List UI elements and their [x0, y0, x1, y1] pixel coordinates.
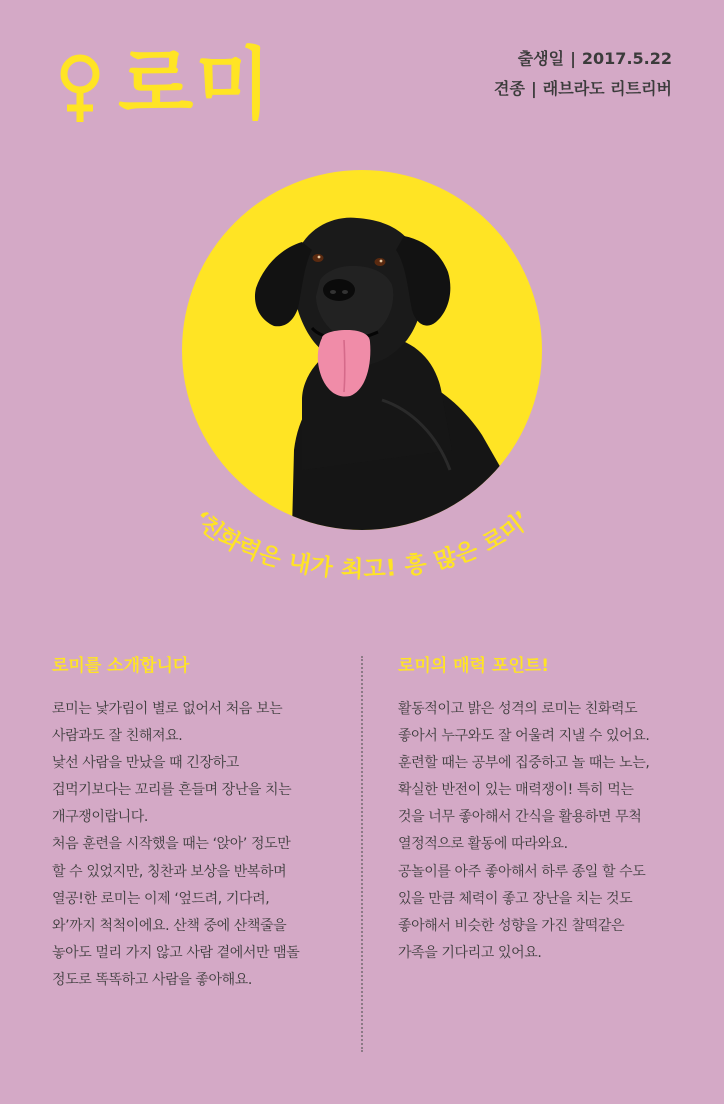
text-line: 열공!한 로미는 이제 ‘엎드려, 기다려,: [52, 890, 270, 907]
text-line: 낯선 사람을 만났을 때 긴장하고: [52, 755, 239, 772]
text-line: 와’까지 척척이에요. 산책 중에 산책줄을: [52, 917, 287, 934]
breed-value: 래브라도 리트리버: [542, 79, 672, 98]
text-line: 좋아서 누구와도 잘 어울려 지낼 수 있어요.: [398, 728, 650, 745]
female-symbol-icon: [52, 52, 108, 124]
intro-section: [52, 654, 352, 994]
breed-label: 견종: [494, 79, 525, 98]
text-line: 사람과도 잘 친해져요.: [52, 728, 183, 745]
intro-body: [52, 696, 352, 994]
charm-title: 로미의 매력 포인트!: [398, 656, 549, 676]
text-line: 할 수 있었지만, 칭찬과 보상을 반복하며: [52, 863, 287, 880]
text-line: 개구쟁이랍니다.: [52, 809, 148, 826]
separator: |: [530, 79, 537, 98]
text-line: 것을 너무 좋아해서 간식을 활용하면 무척: [398, 809, 642, 826]
text-line: 훈련할 때는 공부에 집중하고 놀 때는 노는,: [398, 755, 650, 772]
profile-info: [494, 44, 672, 104]
text-line: 좋아해서 비슷한 성향을 가진 찰떡같은: [398, 917, 625, 934]
slogan-arc: [150, 450, 574, 650]
text-line: 처음 훈련을 시작했을 때는 ‘앉아’ 정도만: [52, 836, 291, 853]
breed-row: [494, 74, 672, 104]
birth-row: [494, 44, 672, 74]
text-line: 활동적이고 밝은 성격의 로미는 친화력도: [398, 701, 638, 717]
svg-text:‘친화력은 내가 최고! 흥 많은 로미’: [188, 506, 537, 583]
text-line: 겁먹기보다는 꼬리를 흔들며 장난을 치는: [52, 782, 292, 799]
birth-label: 출생일: [517, 49, 565, 68]
text-line: 놓아도 멀리 가지 않고 사람 곁에서만 맴돌: [52, 944, 300, 961]
birth-value: 2017.5.22: [581, 49, 672, 68]
text-line: 공놀이를 아주 좋아해서 하루 종일 할 수도: [398, 863, 646, 880]
charm-body: [398, 696, 698, 967]
charm-section: [398, 654, 698, 967]
text-line: 열정적으로 활동에 따라와요.: [398, 836, 568, 853]
text-line: 있을 만큼 체력이 좋고 장난을 치는 것도: [398, 890, 633, 907]
column-divider: [361, 656, 363, 1052]
intro-title: 로미를 소개합니다: [52, 656, 190, 676]
slogan-text: ‘친화력은 내가 최고! 흥 많은 로미’: [187, 506, 537, 583]
text-line: 확실한 반전이 있는 매력쟁이! 특히 먹는: [398, 782, 634, 799]
separator: |: [570, 49, 576, 68]
text-line: 정도로 똑똑하고 사람을 좋아해요.: [52, 971, 252, 988]
text-line: 로미는 낯가림이 별로 없어서 처음 보는: [52, 701, 283, 717]
dog-name-title: 로미: [118, 40, 273, 130]
text-line: 가족을 기다리고 있어요.: [398, 944, 542, 961]
